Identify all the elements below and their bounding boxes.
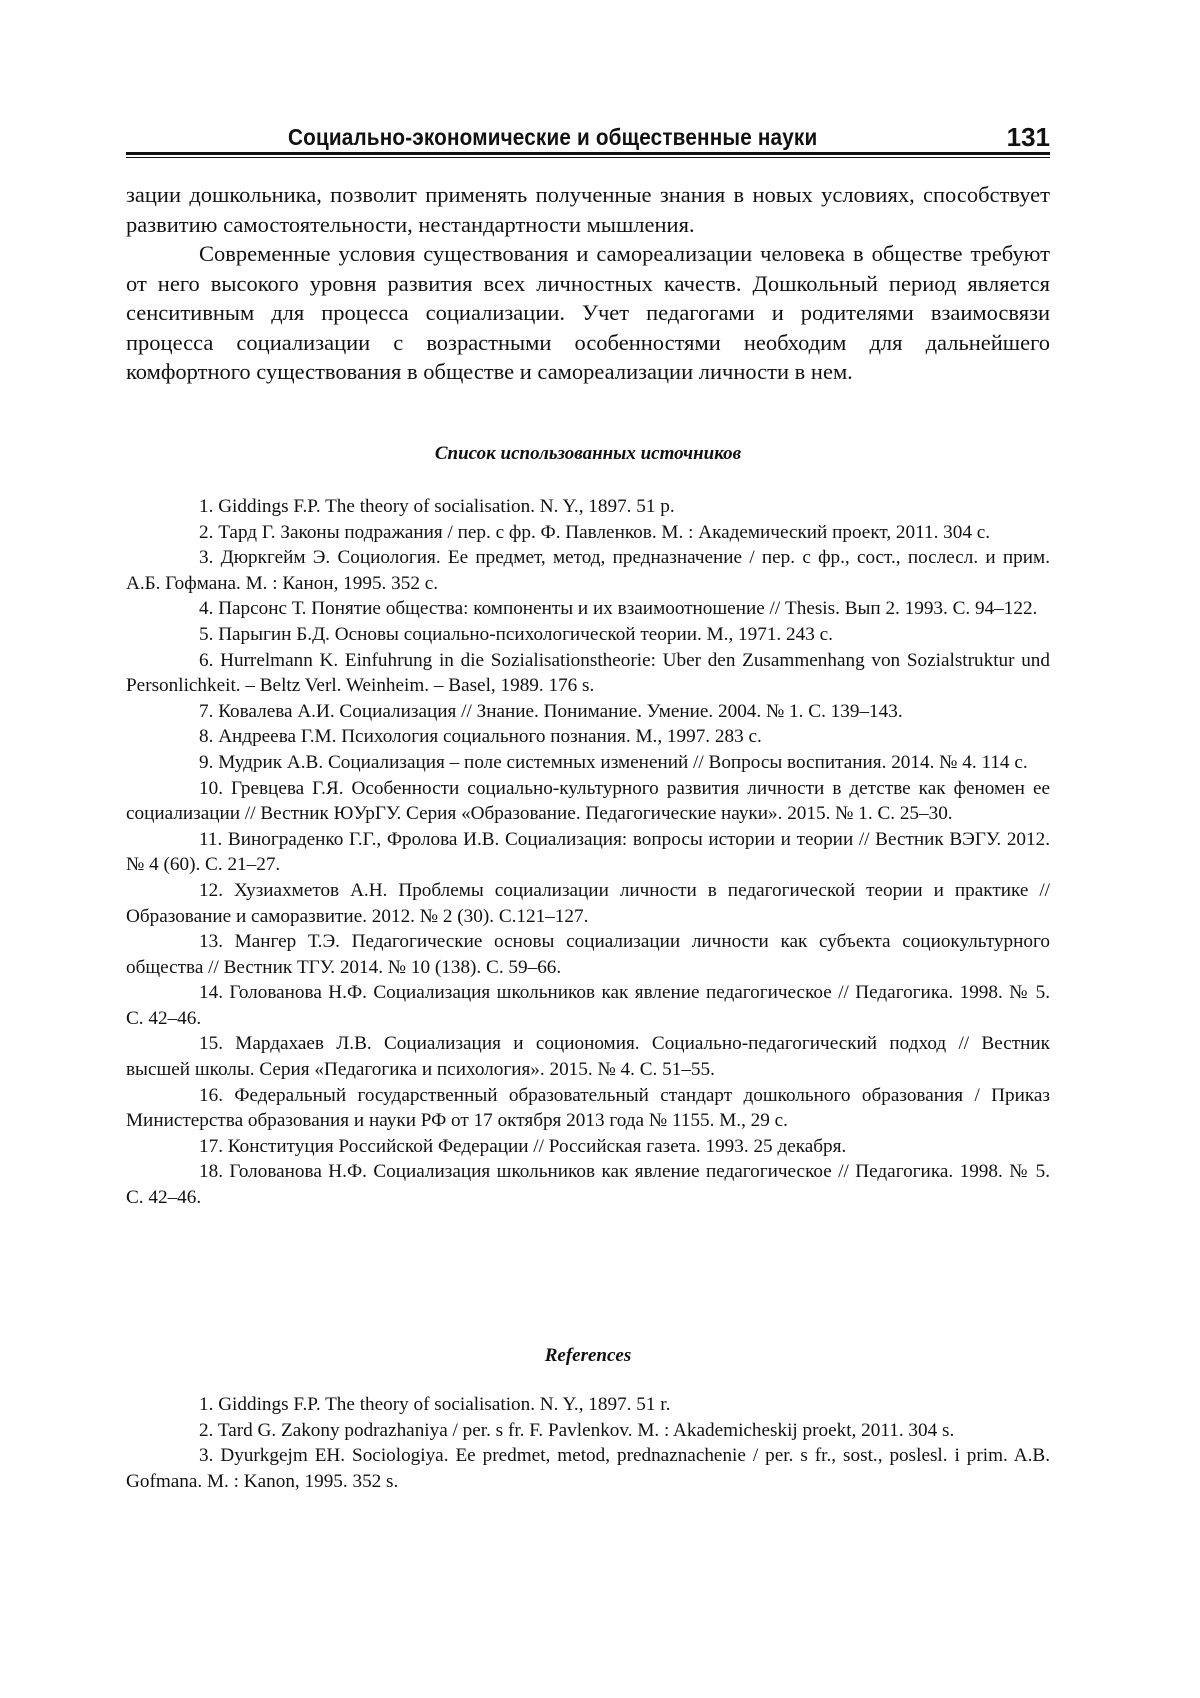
- sources-heading: Список использованных источников: [434, 443, 742, 464]
- reference-entry: 3. Дюркгейм Э. Социология. Ее предмет, метод, предназначение / пер. с фр., сост., послесл. и прим. А.Б. Гофмана. М. : Канон, 1995. 352 с.: [126, 547, 1050, 594]
- reference-entry: 2. Tard G. Zakony podrazhaniya / per. s fr. F. Pavlenkov. M. : Akademicheskij proekt, 2011. 304 s.: [199, 1419, 955, 1441]
- header-rule-thin: [126, 157, 1050, 158]
- sources-heading-wrap: [126, 443, 1050, 465]
- body-paragraph: зации дошкольника, позволит применять полученные знания в новых условиях, способствует развитию самостоятельности, нестандартности мышления.: [126, 182, 1050, 237]
- reference-entry: 16. Федеральный государственный образовательный стандарт дошкольного образования / Приказ Министерства образования и науки РФ от 17 октября 2013 года № 1155. М., 29 с.: [126, 1084, 1050, 1132]
- reference-entry: 3. Dyurkgejm EH. Sociologiya. Ee predmet, metod, prednaznachenie / per. s fr., sost., poslesl. i prim. A.B. Gofmana. M. : Kanon, 1995. 352 s.: [126, 1445, 1050, 1492]
- body-text: [126, 180, 1050, 387]
- reference-entry: 2. Тард Г. Законы подражания / пер. с фр. Ф. Павленков. М. : Академический проект, 2011. 304 с.: [199, 521, 991, 543]
- reference-entry: 7. Ковалева А.И. Социализация // Знание. Понимание. Умение. 2004. № 1. С. 139–143.: [199, 700, 903, 722]
- reference-entry: 5. Парыгин Б.Д. Основы социально-психологической теории. М., 1971. 243 с.: [199, 623, 833, 645]
- document-page: [126, 0, 1050, 1698]
- reference-entry: 18. Голованова Н.Ф. Социализация школьников как явление педагогическое // Педагогика. 1998. № 5. С. 42–46.: [126, 1161, 1050, 1209]
- reference-entry: 14. Голованова Н.Ф. Социализация школьников как явление педагогическое // Педагогика. 1998. № 5. С. 42–46.: [126, 982, 1050, 1029]
- reference-entry: 1. Giddings F.P. The theory of socialisation. N. Y., 1897. 51 r.: [199, 1394, 671, 1415]
- reference-entry: 1. Giddings F.P. The theory of socialisation. N. Y., 1897. 51 p.: [199, 496, 675, 517]
- reference-entry: 11. Винограденко Г.Г., Фролова И.В. Социализация: вопросы истории и теории // Вестник ВЭГУ. 2012. № 4 (60). С. 21–27.: [126, 828, 1050, 876]
- page-number: 131: [1006, 122, 1050, 152]
- sources-list: [126, 494, 1050, 1211]
- header-rule-thick: [126, 152, 1050, 155]
- reference-entry: 10. Гревцева Г.Я. Особенности социально-культурного развития личности в детстве как феномен ее социализации // Вестник ЮУрГУ. Серия «Образование. Педагогические науки». 2015. № 1. С. 25–30.: [126, 777, 1050, 825]
- references-heading: References: [544, 1345, 632, 1366]
- references-heading-wrap: [126, 1345, 1050, 1367]
- reference-entry: 8. Андреева Г.М. Психология социального познания. М., 1997. 283 с.: [199, 726, 762, 748]
- reference-entry: 4. Парсонс Т. Понятие общества: компоненты и их взаимоотношение // Thesis. Вып 2. 1993. С. 94–122.: [199, 598, 1038, 620]
- reference-entry: 13. Мангер Т.Э. Педагогические основы социализации личности как субъекта социокультурного общества // Вестник ТГУ. 2014. № 10 (138). С. 59–66.: [126, 931, 1050, 978]
- reference-entry: 12. Хузиахметов А.Н. Проблемы социализации личности в педагогической теории и практике // Образование и саморазвитие. 2012. № 2 (30). С.121–127.: [126, 879, 1050, 927]
- running-header-title: Социально-экономические и общественные науки: [288, 124, 818, 150]
- body-paragraph: Современные условия существования и самореализации человека в обществе требуют от него высокого уровня развития всех личностных качеств. Дошкольный период является сенситивным для процесса социализации. Учет педагогами и родителями взаимосвязи процесса социализации с возрастными особенностями необходим для дальнейшего комфортного существования в обществе и самореализации личности в нем.: [126, 241, 1050, 384]
- running-header: [126, 124, 1050, 150]
- reference-entry: 17. Конституция Российской Федерации // Российская газета. 1993. 25 декабря.: [199, 1135, 847, 1157]
- reference-entry: 9. Мудрик А.В. Социализация – поле системных изменений // Вопросы воспитания. 2014. № 4. 114 с.: [199, 751, 1028, 773]
- reference-entry: 15. Мардахаев Л.В. Социализация и социономия. Социально-педагогический подход // Вестник высшей школы. Серия «Педагогика и психология». 2015. № 4. С. 51–55.: [126, 1033, 1050, 1081]
- reference-entry: 6. Hurrelmann K. Einfuhrung in die Sozialisationstheorie: Uber den Zusammenhang von Sozialstruktur und Personlichkeit. – Beltz Verl. Weinheim. – Basel, 1989. 176 s.: [126, 649, 1050, 697]
- references-list: [126, 1392, 1050, 1494]
